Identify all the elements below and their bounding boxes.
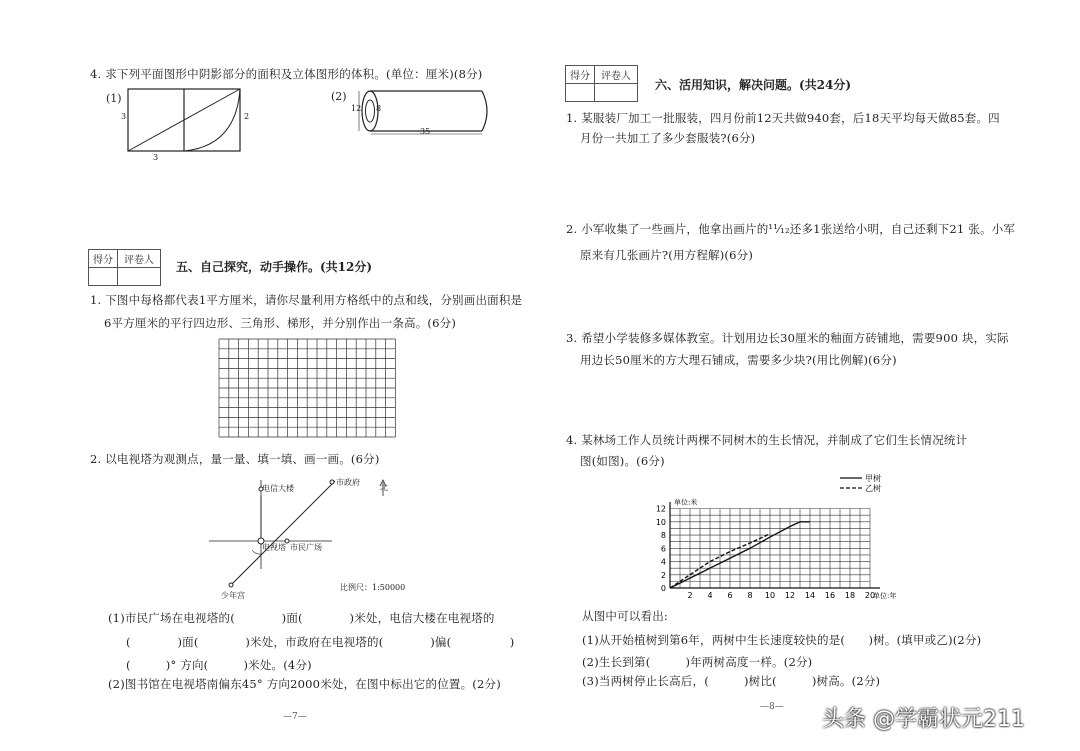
x-tick-label: 8: [747, 591, 753, 600]
y-tick-label: 6: [660, 544, 666, 554]
fig2-label: (2): [331, 90, 347, 103]
y-tick-label: 2: [660, 570, 666, 580]
score-box-right: [565, 65, 638, 102]
map-cityhall-label: 市政府: [336, 478, 360, 487]
watermark: 头条 @学霸状元211: [822, 707, 1025, 732]
s5q2-answer-line2: ( )面( )米处，市政府在电视塔的( )偏( ): [126, 635, 515, 649]
s6q3-line2: 用边长50厘米的方大理石铺成，需要多少块?(用比例解)(6分): [580, 353, 897, 367]
grader-input[interactable]: [118, 268, 160, 285]
score-box-left: [88, 249, 161, 286]
s6q4-sub1: (1)从开始植树到第6年，两树中生长速度较快的是( )树。(填甲或乙)(2分): [582, 633, 982, 647]
s5q2-text: 2. 以电视塔为观测点，量一量、填一填、画一画。(6分): [90, 452, 380, 466]
s6q3-line1: 3. 希望小学装修多媒体教室。计划用边长30厘米的釉面方砖铺地，需要900 块，实际: [566, 331, 1009, 345]
fig1-rect-figure: [118, 86, 263, 164]
page-number-right: —8—: [760, 702, 784, 712]
north-arrow-label: 北: [380, 483, 388, 492]
fig1-left-dim: 3: [121, 112, 127, 121]
s6q4-line1: 4. 某林场工作人员统计两棵不同树木的生长情况，并制成了它们生长情况统计: [566, 433, 968, 447]
x-tick-label: 18: [844, 591, 856, 600]
s5q1-line1: 1. 下图中每格都代表1平方厘米，请你尽量利用方格纸中的点和线，分别画出面积是: [90, 293, 523, 307]
section6-title: 六、活用知识，解决问题。(共24分): [655, 78, 852, 92]
map-telecom-label: 电信大楼: [262, 484, 294, 493]
map-scale: 比例尺：1:50000: [340, 583, 406, 592]
score-input[interactable]: [89, 268, 118, 285]
grader-label: 评卷人: [118, 250, 160, 268]
x-tick-label: 6: [727, 591, 733, 600]
q4-text: 4. 求下列平面图形中阴影部分的面积及立体图形的体积。(单位：厘米)(8分): [90, 67, 483, 81]
x-tick-label: 10: [764, 591, 776, 600]
s6q1-line2: 月份一共加工了多少套服装?(6分): [580, 131, 756, 145]
x-axis-label: 单位:年: [873, 592, 897, 600]
y-tick-label: 4: [660, 557, 666, 567]
s5q2-answer-line1: (1)市民广场在电视塔的( )面( )米处，电信大楼在电视塔的: [108, 611, 495, 625]
map-tvtower-label: 电视塔: [262, 543, 286, 552]
s5q2-answer-line3: ( )° 方向( )米处。(4分): [126, 658, 312, 672]
s6q4-sub3: (3)当两树停止长高后，( )树比( )树高。(2分): [582, 674, 881, 688]
score-input[interactable]: [566, 84, 595, 101]
grader-input[interactable]: [595, 84, 637, 101]
growth-chart: [650, 470, 920, 606]
section5-title: 五、自己探究，动手操作。(共12分): [176, 260, 373, 274]
y-tick-label: 10: [655, 517, 666, 527]
from-chart-label: 从图中可以看出:: [582, 609, 668, 623]
y-tick-label: 0: [660, 584, 666, 593]
score-label: 得分: [566, 66, 595, 84]
y-tick-label: 8: [660, 531, 666, 541]
fig1-bottom-dim: 3: [153, 153, 159, 162]
y-tick-label: 12: [655, 504, 666, 514]
page-number-left: —7—: [283, 712, 307, 722]
grid-paper[interactable]: [218, 338, 398, 438]
legend-label: 乙树: [865, 484, 881, 493]
s6q4-sub2: (2)生长到第( )年两树高度一样。(2分): [582, 655, 813, 669]
s6q2-line1: 2. 小军收集了一些画片，他拿出画片的¹¹⁄₁₂还多1张送给小明，自己还剩下21 张。小军: [566, 222, 1016, 236]
fig2-inner-dim: 8: [376, 104, 382, 113]
x-tick-label: 20: [864, 591, 876, 600]
fig2-length-dim: 35: [420, 127, 431, 136]
s5q1-line2: 6平方厘米的平行四边形、三角形、梯形，并分别作出一条高。(6分): [104, 316, 457, 330]
cylinder-figure: [350, 86, 500, 146]
x-tick-label: 14: [804, 591, 816, 600]
y-axis-label: 单位:米: [674, 498, 698, 507]
s6q2-line2: 原来有几张画片?(用方程解)(6分): [580, 248, 754, 262]
fig2-outer-dim: 12: [351, 104, 362, 113]
x-tick-label: 4: [707, 591, 713, 600]
map-figure: [205, 474, 405, 599]
s6q1-line1: 1. 某服装厂加工一批服装，四月份前12天共做940套，后18天平均每天做85套。四: [566, 111, 1000, 125]
map-square-label: 市民广场: [290, 543, 322, 552]
legend-label: 甲树: [865, 474, 881, 483]
map-youth-palace-label: 少年宫: [221, 591, 245, 600]
grader-label: 评卷人: [595, 66, 637, 84]
x-tick-label: 16: [824, 591, 836, 600]
x-tick-label: 2: [687, 591, 693, 600]
s6q4-line2: 图(如图)。(6分): [580, 454, 665, 468]
s5q2-part2: (2)图书馆在电视塔南偏东45° 方向2000米处，在图中标出它的位置。(2分): [108, 677, 501, 691]
score-label: 得分: [89, 250, 118, 268]
x-tick-label: 12: [784, 591, 796, 600]
fig1-right-dim: 2: [244, 112, 250, 121]
fig1-label: (1): [106, 92, 122, 105]
